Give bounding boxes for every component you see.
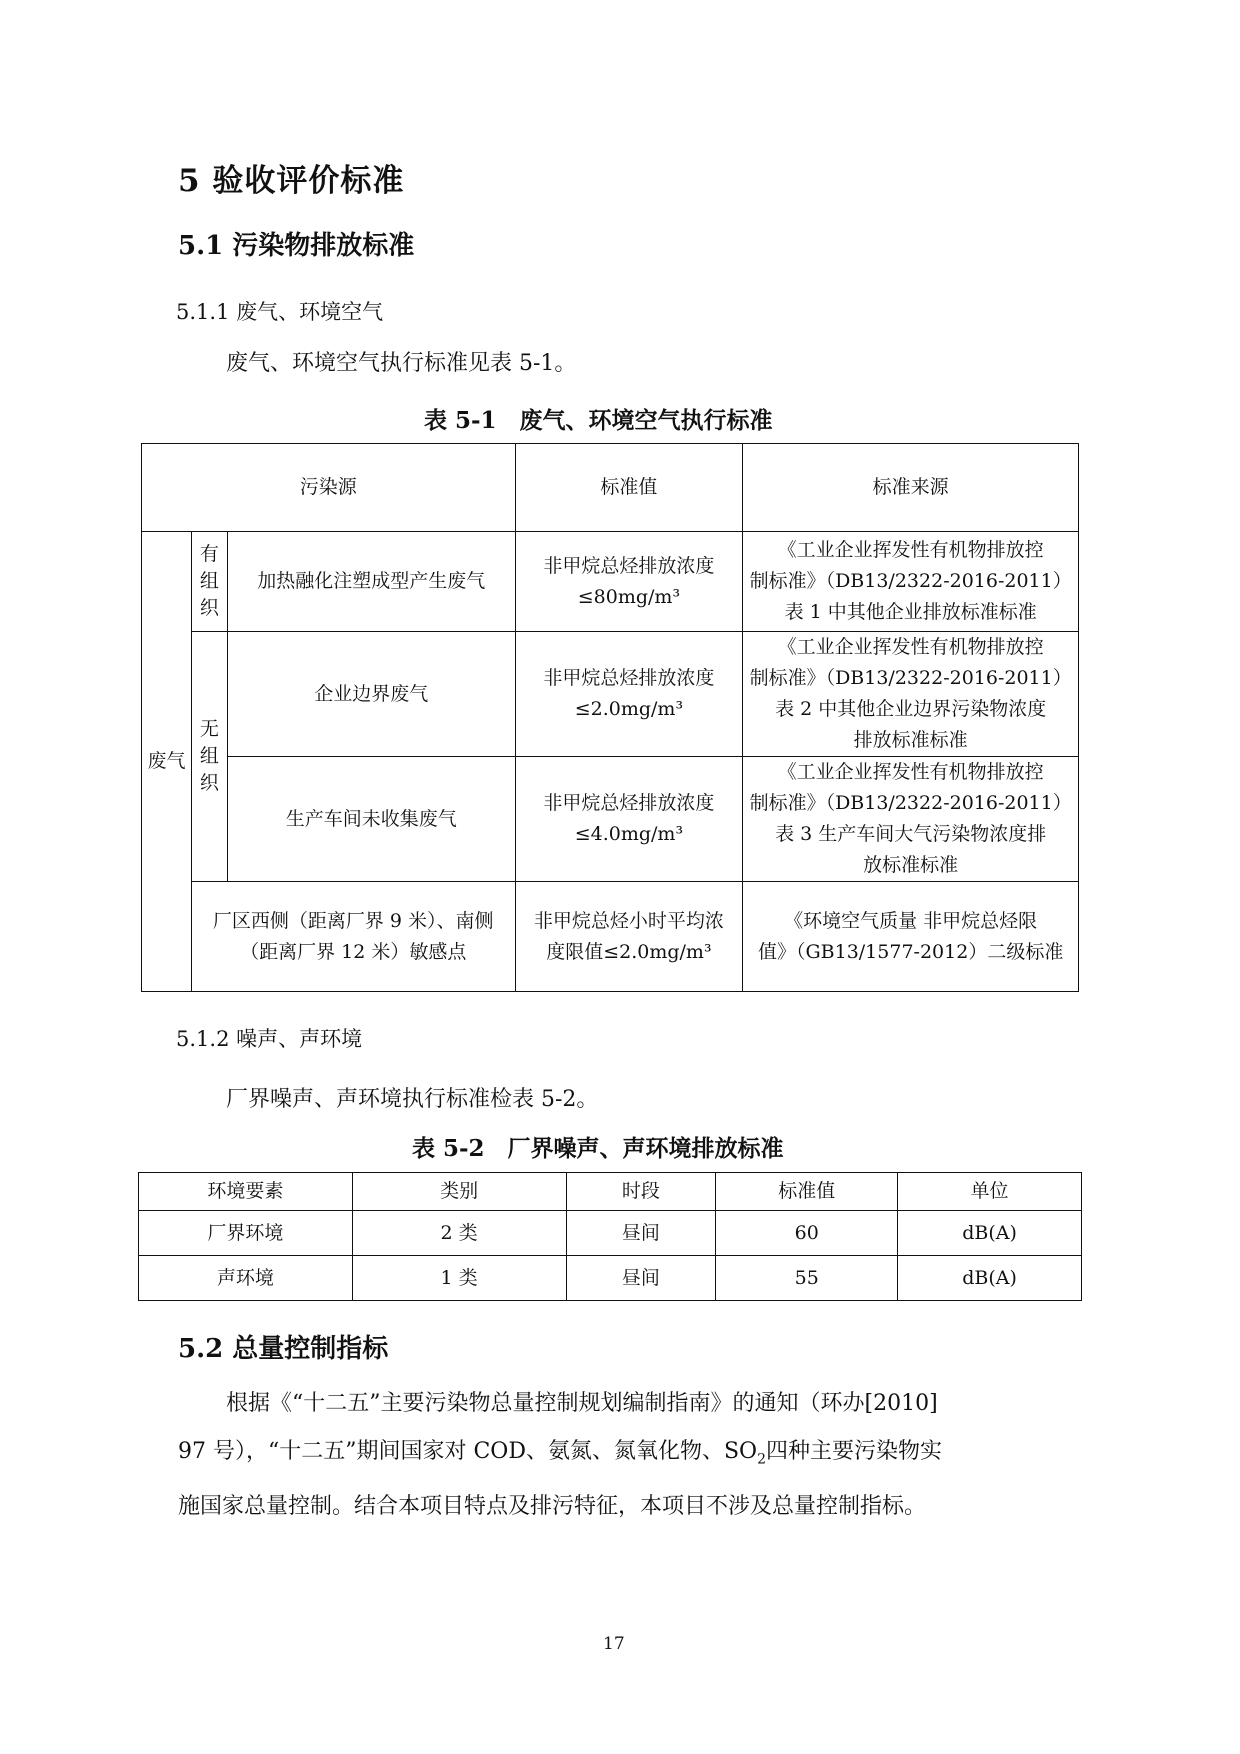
column-header: 环境要素	[139, 1173, 353, 1211]
unorganized-label: 无 组 织	[191, 632, 227, 882]
source-cell: 加热融化注塑成型产生废气	[227, 532, 515, 632]
column-header: 类别	[352, 1173, 566, 1211]
column-header: 时段	[566, 1173, 716, 1211]
table-row	[142, 757, 1079, 882]
intro-paragraph: 废气、环境空气执行标准见表 5-1。	[226, 351, 577, 376]
table2-caption: 表 5-2 厂界噪声、声环境排放标准	[412, 1135, 784, 1162]
column-header: 单位	[898, 1173, 1082, 1211]
table-cell: 厂界环境	[139, 1211, 353, 1256]
origin-cell: 《工业企业挥发性有机物排放控 制标准》（DB13/2322-2016-2011） 表 3 生产车间大气污染物浓度排 放标准标准	[743, 757, 1079, 882]
subsubsection-heading: 5.1.1 废气、环境空气	[176, 300, 384, 324]
table-cell: dB(A)	[898, 1211, 1082, 1256]
subsection-heading: 5.1 污染物排放标准	[178, 231, 415, 261]
origin-cell: 《工业企业挥发性有机物排放控 制标准》（DB13/2322-2016-2011） 表 1 中其他企业排放标准标准	[743, 532, 1079, 632]
table-exhaust-standards	[141, 443, 1079, 992]
table-cell: 2 类	[352, 1211, 566, 1256]
origin-cell: 《工业企业挥发性有机物排放控 制标准》（DB13/2322-2016-2011） 表 2 中其他企业边界污染物浓度 排放标准标准	[743, 632, 1079, 757]
source-cell: 生产车间未收集废气	[227, 757, 515, 882]
header-origin: 标准来源	[743, 444, 1079, 532]
table-noise-standards	[138, 1172, 1082, 1301]
table-row	[142, 882, 1079, 992]
table-cell: 60	[716, 1211, 898, 1256]
subsection-heading-total: 5.2 总量控制指标	[178, 1334, 389, 1364]
table-row	[139, 1211, 1082, 1256]
source-cell: 企业边界废气	[227, 632, 515, 757]
table-cell: 55	[716, 1256, 898, 1301]
table-cell: 1 类	[352, 1256, 566, 1301]
table-row	[139, 1256, 1082, 1301]
value-cell: 非甲烷总烃小时平均浓 度限值≤2.0mg/m³	[515, 882, 743, 992]
table-cell: 昼间	[566, 1211, 716, 1256]
table-cell: 昼间	[566, 1256, 716, 1301]
subsubsection-heading-noise: 5.1.2 噪声、声环境	[176, 1027, 363, 1051]
section-heading: 5 验收评价标准	[178, 163, 405, 199]
header-value: 标准值	[515, 444, 743, 532]
value-cell: 非甲烷总烃排放浓度 ≤4.0mg/m³	[515, 757, 743, 882]
value-cell: 非甲烷总烃排放浓度 ≤2.0mg/m³	[515, 632, 743, 757]
table-row	[142, 532, 1079, 632]
body-paragraph: 根据《“十二五”主要污染物总量控制规划编制指南》的通知（环办[2010] 97 号），“十二五”期间国家对 COD、氨氮、氮氧化物、$SO_2$四种主要污染物实 施国家总量控制。结合本项目特点及排污特征，本项目不涉及总量控制指标。	[178, 1391, 943, 1520]
category-cell: 废气	[142, 532, 192, 992]
intro-paragraph-noise: 厂界噪声、声环境执行标准检表 5-2。	[226, 1087, 599, 1112]
value-cell: 非甲烷总烃排放浓度 ≤80mg/m³	[515, 532, 743, 632]
table1-caption: 表 5-1 废气、环境空气执行标准	[424, 407, 773, 434]
source-cell: 厂区西侧（距离厂界 9 米）、南侧 （距离厂界 12 米）敏感点	[191, 882, 515, 992]
page-number: 17	[603, 1634, 625, 1654]
header-source: 污染源	[142, 444, 516, 532]
organized-label: 有 组 织	[191, 532, 227, 632]
origin-cell: 《环境空气质量 非甲烷总烃限 值》（GB13/1577-2012）二级标准	[743, 882, 1079, 992]
table-cell: 声环境	[139, 1256, 353, 1301]
column-header: 标准值	[716, 1173, 898, 1211]
table-row	[142, 632, 1079, 757]
table-cell: dB(A)	[898, 1256, 1082, 1301]
